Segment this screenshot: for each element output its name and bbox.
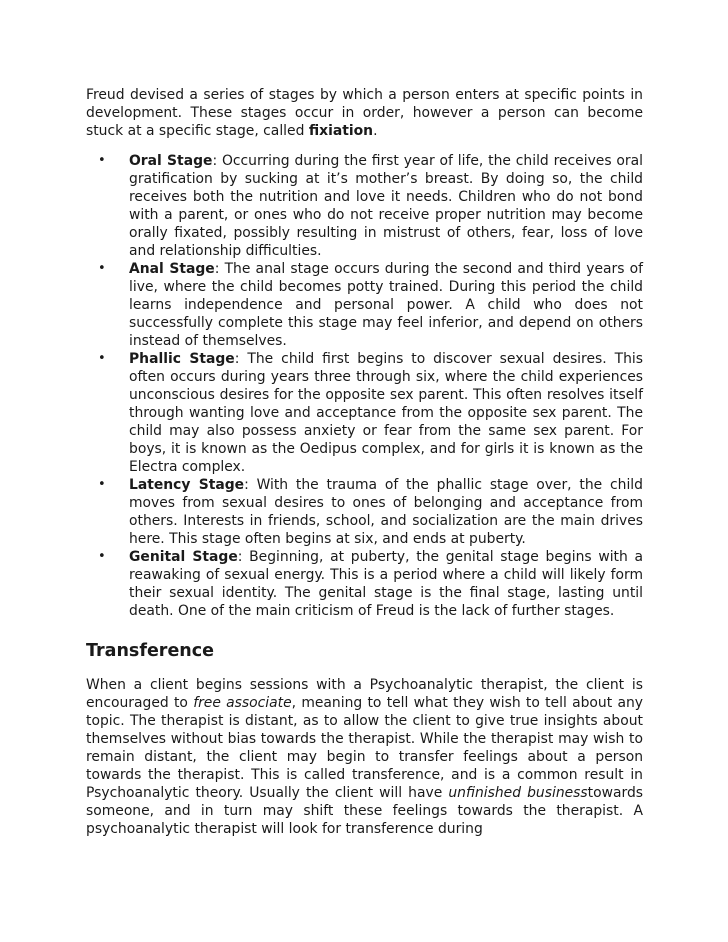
transference-text-3: towards someone, and in turn may shift these feelings towards the therapist. A psychoanalytic therapist will look for transference during <box>86 785 643 837</box>
intro-paragraph <box>86 86 643 140</box>
transference-text-1: When a client begins sessions with a Psychoanalytic therapist, the client is encouraged to <box>86 677 643 711</box>
bullet-icon: • <box>98 261 106 276</box>
stage-description: : The anal stage occurs during the second and third years of live, where the child becomes potty trained. During this period the child learns independence and personal power. A child who does not successfully complete this stage may feel inferior, and depend on others instead of themselves. <box>129 261 643 349</box>
stage-name: Phallic Stage <box>129 351 235 367</box>
free-associate-term: free associate <box>193 695 292 711</box>
section-heading-transference: Transference <box>86 641 215 661</box>
stages-list <box>86 152 643 620</box>
stage-description: : Beginning, at puberty, the genital stage begins with a reawaking of sexual energy. This is a period where a child will likely form their sexual identity. The genital stage is the final stage, lasting until death. One of the main criticism of Freud is the lack of further stages. <box>129 549 644 619</box>
stage-description: : Occurring during the first year of life, the child receives oral gratification by sucking at it’s mother’s breast. By doing so, the child receives both the nutrition and love it needs. Children who do not bond with a parent, or ones who do not receive proper nutrition may become orally fixated, possibly resulting in mistrust of others, fear, loss of love and relationship difficulties. <box>129 153 643 259</box>
bullet-icon: • <box>98 477 106 492</box>
stage-name: Genital Stage <box>129 549 238 565</box>
intro-text: Freud devised a series of stages by which a person enters at specific points in development. These stages occur in order, however a person can become stuck at a specific stage, called <box>86 87 643 139</box>
list-item-latency-stage <box>86 476 643 548</box>
list-item-genital-stage <box>86 548 643 620</box>
bullet-icon: • <box>98 549 106 564</box>
list-item-phallic-stage <box>86 350 643 476</box>
transference-text-2: , meaning to tell what they wish to tell about any topic. The therapist is distant, as to allow the client to give true insights about themselves without bias towards the therapist. While the therapist may wish to remain distant, the client may begin to transfer feelings about a person towards the therapist. This is called transference, and is a common result in Psychoanalytic theory. Usually the client will have <box>86 695 643 801</box>
bullet-icon: • <box>98 351 106 366</box>
intro-end: . <box>373 123 378 139</box>
unfinished-business-term: unfinished business <box>448 785 588 801</box>
list-item-oral-stage <box>86 152 643 260</box>
stage-name: Oral Stage <box>129 153 213 169</box>
fixation-term: fixiation <box>308 123 374 139</box>
stage-name: Anal Stage <box>129 261 215 277</box>
stage-description: : With the trauma of the phallic stage over, the child moves from sexual desires to ones of belonging and acceptance from others. Interests in friends, school, and socialization are the main drives here. This stage often begins at six, and ends at puberty. <box>129 477 643 547</box>
list-item-anal-stage <box>86 260 643 350</box>
document-page <box>86 86 643 838</box>
stage-description: : The child first begins to discover sexual desires. This often occurs during years three through six, where the child experiences unconscious desires for the opposite sex parent. This often resolves itself through wanting love and acceptance from the opposite sex parent. The child may also possess anxiety or fear from the same sex parent. For boys, it is known as the Oedipus complex, and for girls it is known as the Electra complex. <box>129 351 643 475</box>
stage-name: Latency Stage <box>129 477 245 493</box>
transference-paragraph <box>86 676 643 838</box>
bullet-icon: • <box>98 153 106 168</box>
